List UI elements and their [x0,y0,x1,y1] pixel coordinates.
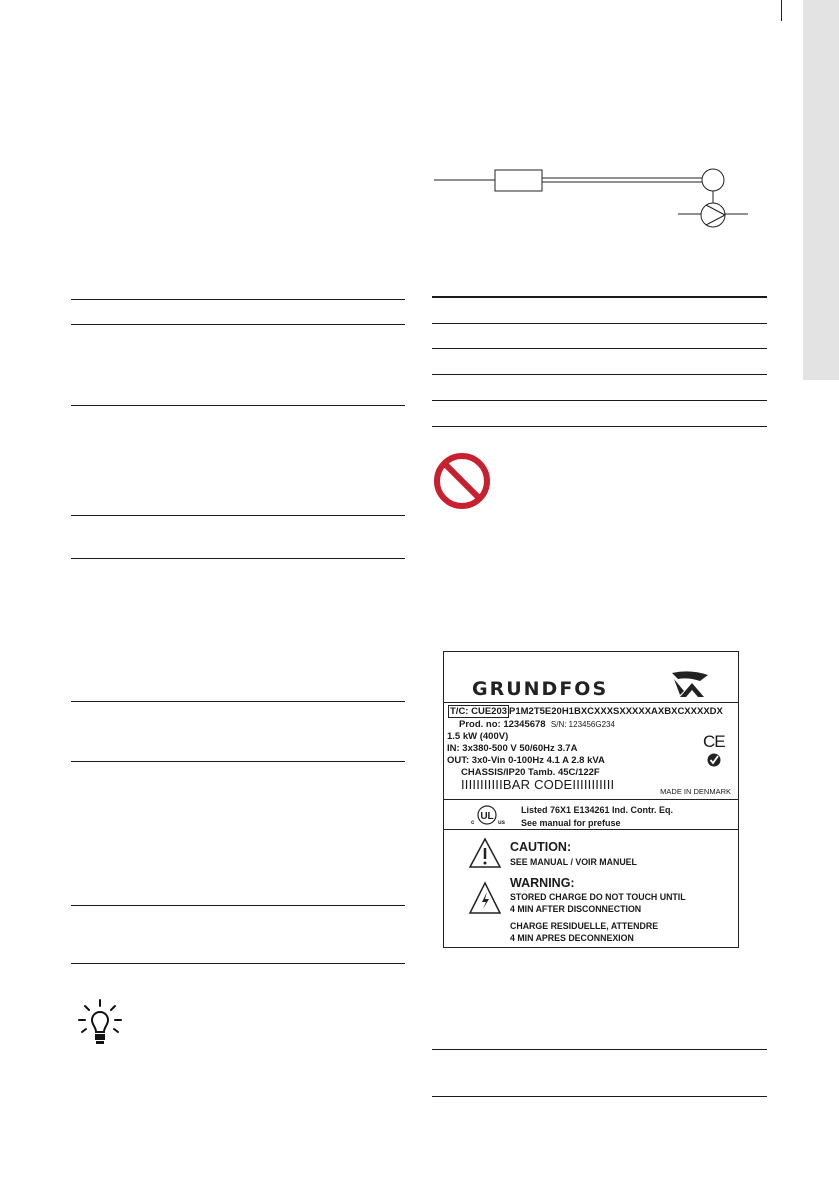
input-rating: IN: 3x380-500 V 50/60Hz 3.7A [447,743,578,754]
pump-schematic-diagram [430,160,760,235]
crop-mark [781,0,782,21]
prohibition-icon [432,451,492,511]
motor-symbol [702,169,724,191]
type-code [448,706,723,717]
warning-line: 4 MIN AFTER DISCONNECTION [510,904,642,914]
ce-mark: CE [703,732,725,751]
prod-line [459,719,615,730]
table-rule [71,324,405,325]
grundfos-brand: GRUNDFOS [472,678,609,700]
table-rule [432,1096,767,1097]
pump-symbol [701,203,725,227]
table-rule [71,515,405,516]
warning-text-en [510,891,686,915]
ul-listing-line1: Listed 76X1 E134261 Ind. Contr. Eq. [521,805,674,815]
warning-text-fr [510,920,658,944]
svg-text:UL: UL [480,811,494,822]
power-rating: 1.5 kW (400V) [447,731,509,742]
caution-text: SEE MANUAL / VOIR MANUEL [510,857,637,867]
product-nameplate [443,651,739,948]
serial-no: S/N: 123456G234 [550,720,615,729]
ul-listing-line2: See manual for prefuse [521,818,621,828]
output-rating: OUT: 3x0-Vin 0-100Hz 4.1 A 2.8 kVA [447,755,605,766]
table-rule [432,374,767,375]
controller-box [495,170,542,191]
table-rule [432,323,767,324]
grundfos-logo-icon [670,669,712,699]
type-code-prefix: T/C: CUE203 [450,706,508,717]
section-side-tab [803,0,839,380]
svg-text:us: us [498,820,506,826]
caution-heading: CAUTION: [510,840,572,854]
ul-mark-icon [466,803,508,829]
table-rule [71,963,405,964]
table-rule [432,400,767,401]
table-rule [71,905,405,906]
c-tick-icon [707,753,721,767]
table-rule [71,405,405,406]
table-rule [71,701,405,702]
warning-line: 4 MIN APRES DECONNEXION [510,933,634,943]
table-rule [432,1049,767,1050]
chassis-rating: CHASSIS/IP20 Tamb. 45C/122F [461,767,600,778]
ul-listing [521,804,673,830]
table-rule [432,426,767,427]
table-rule [71,299,405,300]
table-rule [71,761,405,762]
table-rule [432,296,767,298]
type-code-rest: P1M2T5E20H1BXCXXXSXXXXXAXBXCXXXXDX [509,706,723,717]
warning-heading: WARNING: [510,876,575,890]
prod-no: Prod. no: 12345678 [459,719,546,730]
svg-text:c: c [471,820,475,826]
plate-divider [444,799,738,800]
lightbulb-tip-icon [76,998,124,1048]
electric-warning-triangle-icon [468,881,502,915]
table-rule [71,558,405,559]
plate-divider [444,702,738,703]
barcode-text: IIIIIIIIIIIBAR CODEIIIIIIIIIII [461,777,615,792]
caution-triangle-icon [468,837,502,869]
made-in: MADE IN DENMARK [660,787,731,796]
warning-line: STORED CHARGE DO NOT TOUCH UNTIL [510,892,686,902]
table-rule [432,348,767,349]
plate-divider [444,829,738,830]
warning-line: CHARGE RESIDUELLE, ATTENDRE [510,921,659,931]
